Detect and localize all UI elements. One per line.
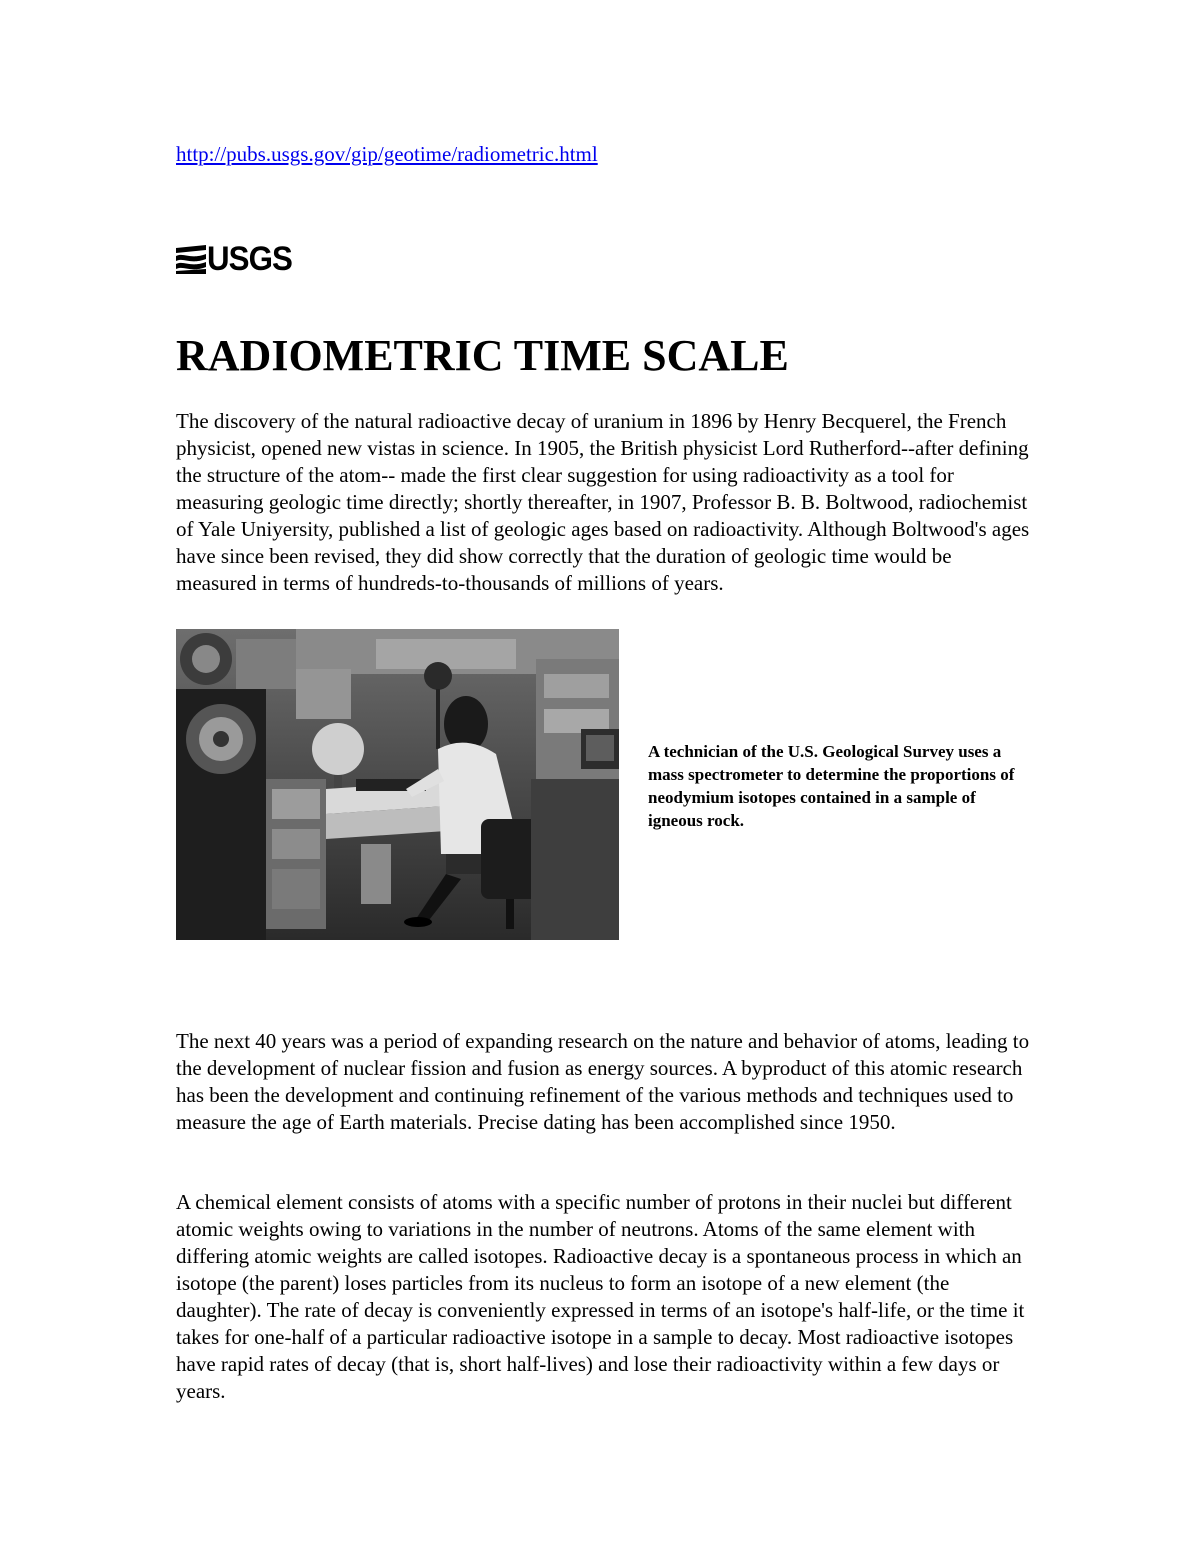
paragraph-atomic-research: The next 40 years was a period of expanding research on the nature and behavior of atoms, leading to the development of nuclear fission and fusion as energy sources. A byproduct of this atomic research has been the development and continuing refinement of the various methods and techniques used to measure the age of Earth materials. Precise dating has been accomplished since 1950. (176, 1029, 1030, 1134)
paragraph-intro: The discovery of the natural radioactive decay of uranium in 1896 by Henry Becquerel, the French physicist, opened new vistas in science. In 1905, the British physicist Lord Rutherford--after defining the structure of the atom-- made the first clear suggestion for using radioactivity as a tool for measuring geologic time directly; shortly thereafter, in 1907, Professor B. B. Boltwood, radiochemist of Yale Uniyersity, published a list of geologic ages based on radioactivity. Although Boltwood's ages have since been revised, they did show correctly that the duration of geologic time would be measured in terms of hundreds-to-thousands of millions of years. (176, 409, 1030, 595)
usgs-logo (176, 242, 299, 276)
mass-spectrometer-photo (176, 629, 619, 940)
usgs-wave-icon (176, 244, 206, 274)
source-url-link[interactable]: http://pubs.usgs.gov/gip/geotime/radiometric.html (176, 142, 598, 166)
page-title: RADIOMETRIC TIME SCALE (176, 331, 789, 380)
paragraph-isotopes: A chemical element consists of atoms with a specific number of protons in their nuclei but different atomic weights owing to variations in the number of neutrons. Atoms of the same element with differing atomic weights are called isotopes. Radioactive decay is a spontaneous process in which an isotope (the parent) loses particles from its nucleus to form an isotope of a new element (the daughter). The rate of decay is conveniently expressed in terms of an isotope's half-life, or the time it takes for one-half of a particular radioactive isotope in a sample to decay. Most radioactive isotopes have rapid rates of decay (that is, short half-lives) and lose their radioactivity within a few days or years. (176, 1190, 1025, 1403)
usgs-logo-text: USGS (207, 240, 292, 278)
photo-caption: A technician of the U.S. Geological Survey uses a mass spectrometer to determine the proportions of neodymium isotopes contained in a sample of igneous rock. (648, 742, 1015, 830)
